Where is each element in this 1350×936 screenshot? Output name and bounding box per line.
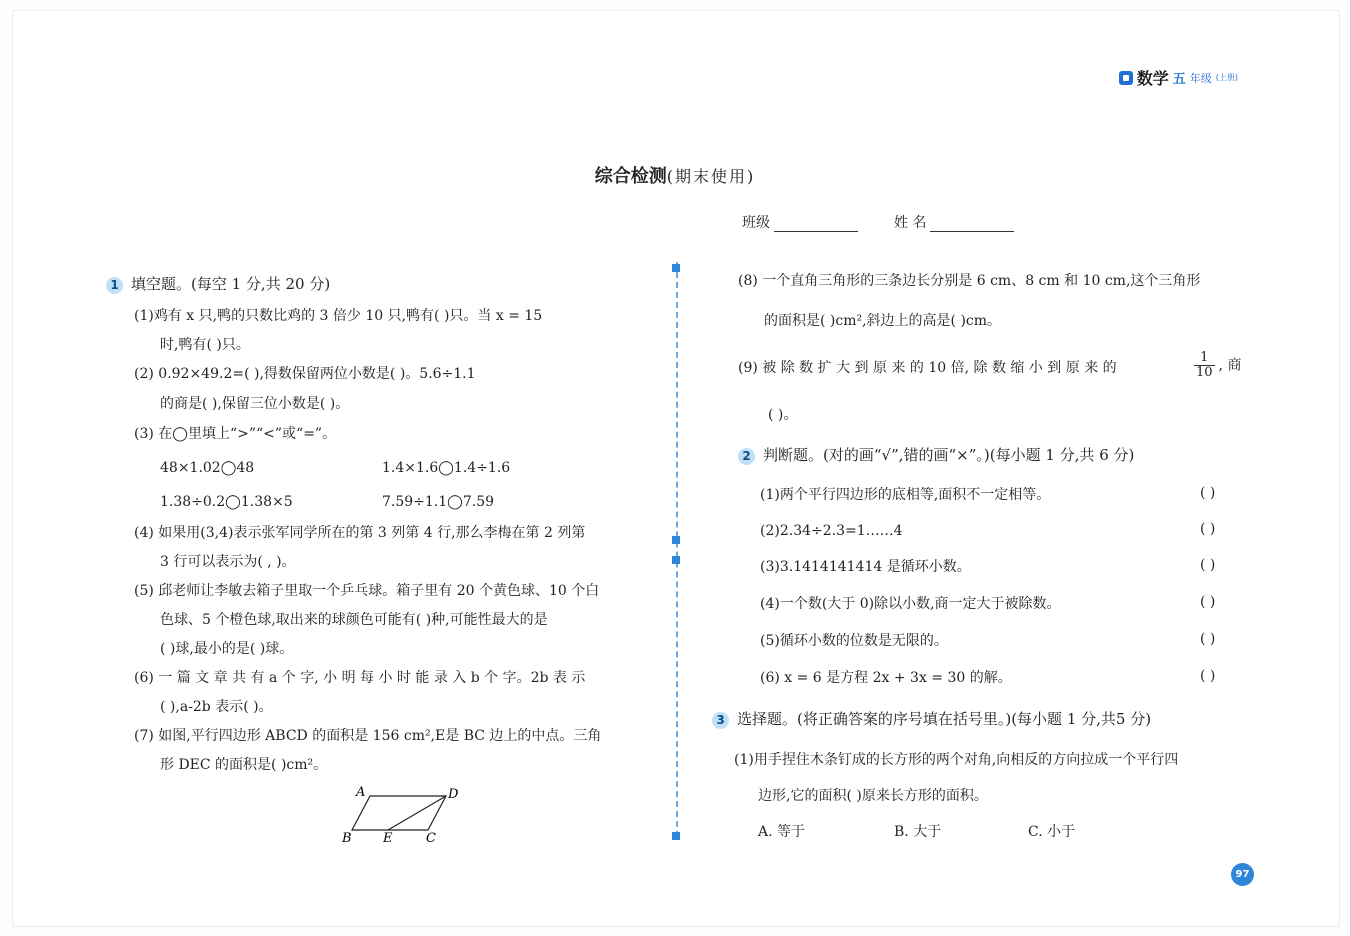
page-title [0, 162, 1350, 188]
question-line: 的面积是( )cm²,斜边上的高是( )cm。 [764, 313, 1002, 329]
section-number-badge: 2 [738, 448, 755, 465]
compare-item: 1.4×1.6◯1.4÷1.6 [382, 460, 511, 476]
answer-blank-line: ( )。 [768, 407, 798, 423]
divider-marker [672, 556, 680, 564]
judge-item: (2)2.34÷2.3=1……4 [760, 523, 903, 539]
compare-item: 7.59÷1.1◯7.59 [382, 494, 495, 510]
question-line: ( )球,最小的是( )球。 [160, 641, 294, 657]
name-label: 姓 名 [894, 215, 927, 231]
answer-paren[interactable]: ( ) [1200, 594, 1216, 610]
answer-paren[interactable]: ( ) [1200, 485, 1216, 501]
question-line: (3) 在◯里填上“>”“<”或“=”。 [134, 426, 337, 442]
judge-item: (1)两个平行四边形的底相等,面积不一定相等。 [760, 487, 1051, 503]
name-field [894, 212, 1014, 232]
subject-label: 数学 [1136, 69, 1169, 88]
judge-item: (3)3.1414141414 是循环小数。 [760, 559, 971, 575]
compare-item: 1.38÷0.2◯1.38×5 [160, 494, 293, 510]
fraction-denominator: 10 [1196, 365, 1213, 380]
section1-heading [106, 274, 330, 294]
vertex-b-label: B [342, 831, 352, 846]
question-line: , 商 [1218, 357, 1242, 374]
compare-item: 48×1.02◯48 [160, 460, 255, 476]
section-heading-text: 填空题。(每空 1 分,共 20 分) [131, 275, 331, 293]
class-label: 班级 [742, 215, 770, 231]
volume-label: (上册) [1215, 73, 1238, 82]
answer-paren[interactable]: ( ) [1200, 521, 1216, 537]
question-line: ( ),a-2b 表示( )。 [160, 699, 273, 715]
judge-item: (5)循环小数的位数是无限的。 [760, 633, 948, 649]
question-line: 色球、5 个橙色球,取出来的球颜色可能有( )种,可能性最大的是 [160, 612, 548, 628]
dice-logo-icon [1119, 71, 1133, 85]
question-line: (4) 如果用(3,4)表示张军同学所在的第 3 列第 4 行,那么李梅在第 2 列第 [134, 525, 586, 541]
fraction-row [1190, 351, 1241, 380]
point-e-label: E [383, 831, 393, 846]
parallelogram-shape [352, 796, 446, 830]
fraction-one-tenth [1194, 351, 1215, 380]
class-field [742, 212, 858, 232]
judge-item: (6) x = 6 是方程 2x + 3x = 30 的解。 [760, 670, 1012, 686]
student-info [742, 212, 1014, 232]
choice-option-b[interactable]: B. 大于 [894, 824, 942, 840]
question-line: (9) 被 除 数 扩 大 到 原 来 的 10 倍, 除 数 缩 小 到 原 来 的 [738, 360, 1117, 376]
divider-marker [672, 264, 680, 272]
grade-label: 五 [1172, 72, 1186, 87]
question-line: 边形,它的面积( )原来长方形的面积。 [758, 788, 988, 804]
choice-option-a[interactable]: A. 等于 [758, 824, 806, 840]
page-number: 97 [1231, 863, 1254, 886]
question-line: (7) 如图,平行四边形 ABCD 的面积是 156 cm²,E是 BC 边上的中点。三角 [134, 728, 602, 744]
answer-paren[interactable]: ( ) [1200, 668, 1216, 684]
vertex-a-label: A [356, 785, 366, 800]
divider-marker [672, 536, 680, 544]
vertex-c-label: C [426, 831, 436, 846]
question-line: 的商是( ),保留三位小数是( )。 [160, 396, 350, 412]
name-blank[interactable] [930, 217, 1014, 232]
question-line: 时,鸭有( )只。 [160, 337, 250, 353]
section2-heading [738, 445, 1134, 465]
judge-item: (4)一个数(大于 0)除以小数,商一定大于被除数。 [760, 596, 1061, 612]
vertex-d-label: D [448, 787, 459, 802]
question-line: 3 行可以表示为( , )。 [160, 554, 296, 570]
divider-marker [672, 832, 680, 840]
column-divider [676, 262, 678, 837]
section-heading-text: 判断题。(对的画“√”,错的画“×”。)(每小题 1 分,共 6 分) [763, 446, 1135, 464]
question-line: 形 DEC 的面积是( )cm²。 [160, 757, 328, 773]
answer-paren[interactable]: ( ) [1200, 557, 1216, 573]
question-line: (1)用手捏住木条钉成的长方形的两个对角,向相反的方向拉成一个平行四 [734, 752, 1179, 768]
book-header [1119, 66, 1238, 89]
question-line: (1)鸡有 x 只,鸭的只数比鸡的 3 倍少 10 只,鸭有( )只。当 x = 15 [134, 308, 543, 324]
question-line: (2) 0.92×49.2=( ),得数保留两位小数是( )。5.6÷1.1 [134, 366, 476, 382]
section3-heading [712, 709, 1151, 729]
title-main: 综合检测 [594, 166, 667, 187]
answer-paren[interactable]: ( ) [1200, 631, 1216, 647]
title-sub: (期末使用) [666, 167, 756, 186]
grade-suffix: 年级 [1189, 71, 1212, 85]
question-line: (6) 一 篇 文 章 共 有 a 个 字, 小 明 每 小 时 能 录 入 b 个 字。2b 表 示 [134, 670, 586, 686]
section-number-badge: 1 [106, 277, 123, 294]
choice-option-c[interactable]: C. 小于 [1028, 824, 1076, 840]
fraction-numerator: 1 [1194, 351, 1215, 366]
parallelogram-figure [336, 782, 466, 846]
section-heading-text: 选择题。(将正确答案的序号填在括号里。)(每小题 1 分,共5 分) [737, 710, 1152, 728]
question-line: (5) 邱老师让李敏去箱子里取一个乒乓球。箱子里有 20 个黄色球、10 个白 [134, 583, 600, 599]
question-line: (8) 一个直角三角形的三条边长分别是 6 cm、8 cm 和 10 cm,这个三角形 [738, 273, 1201, 289]
class-blank[interactable] [774, 217, 858, 232]
section-number-badge: 3 [712, 712, 729, 729]
